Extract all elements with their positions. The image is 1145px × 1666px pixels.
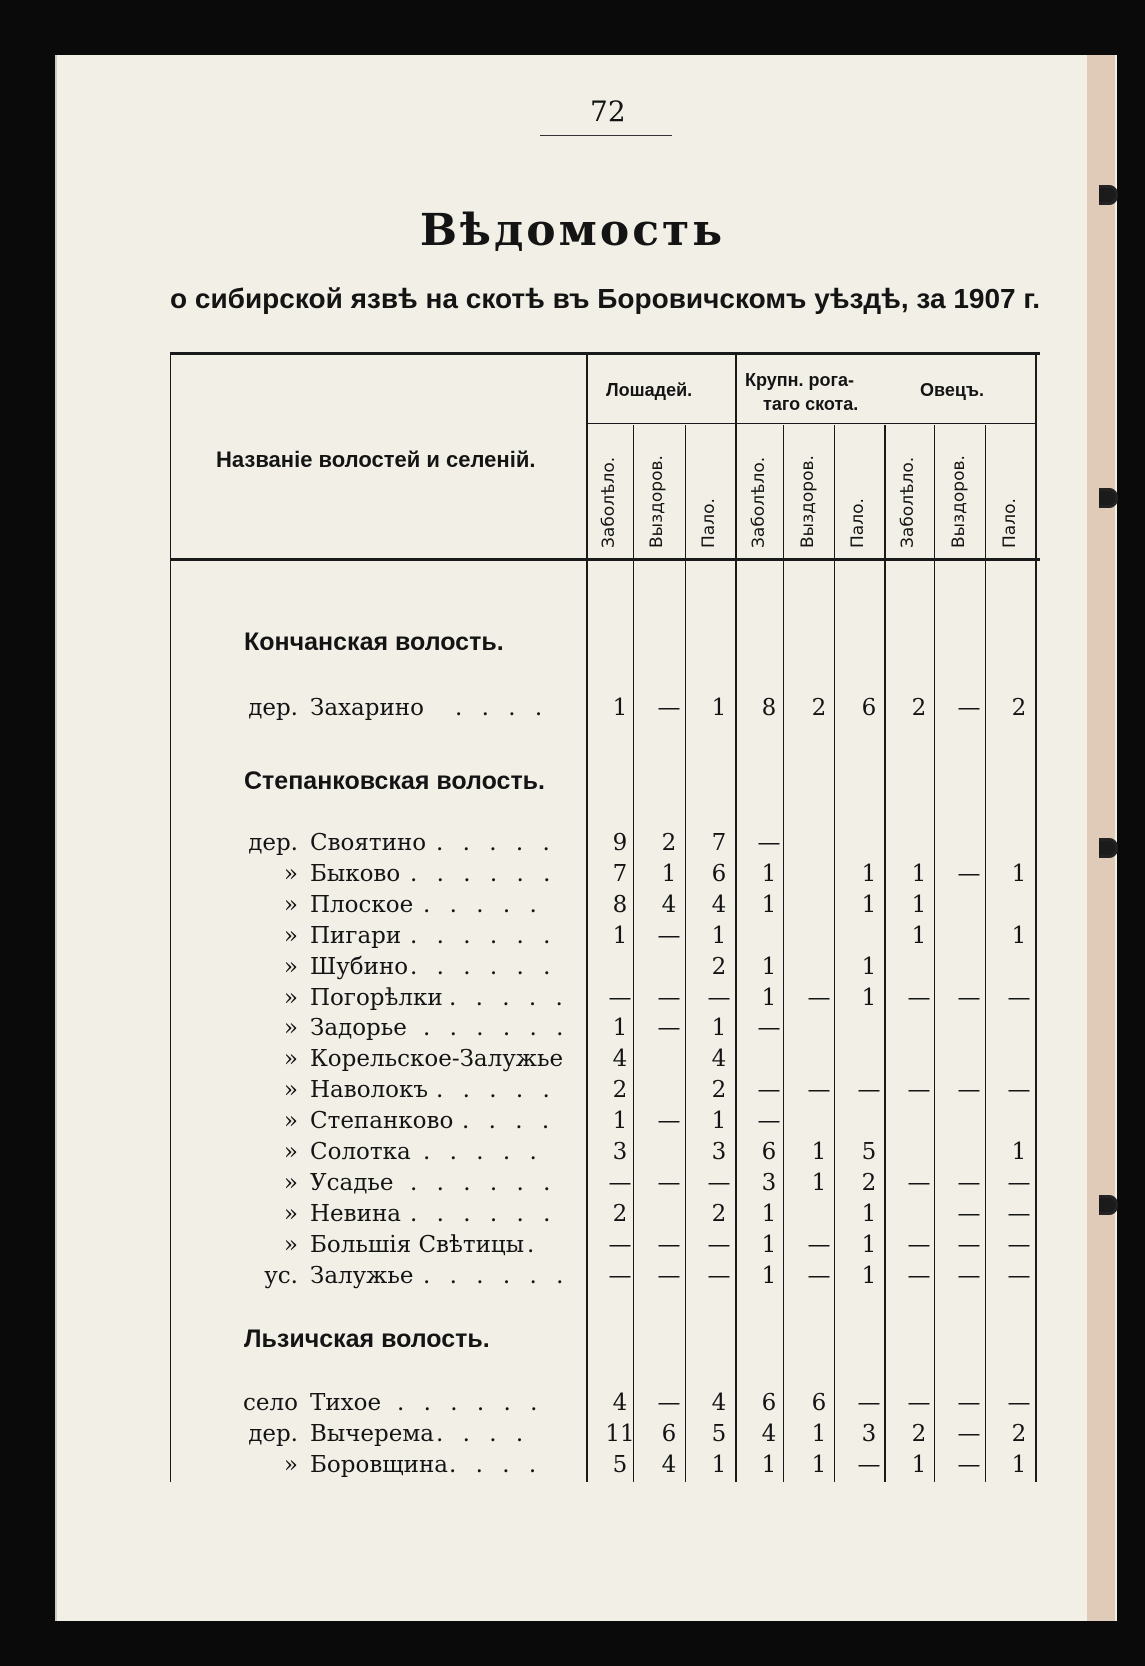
table-row [0,985,1145,1015]
table-cell: 1 [861,1262,877,1289]
table-cell: — [957,1421,981,1447]
table-cell: — [907,1231,931,1258]
row-prefix: » [283,953,298,980]
table-row [0,1452,1145,1482]
table-cell: 1 [612,1015,628,1042]
table-cell: — [608,1262,632,1289]
table-cell: — [807,1262,831,1289]
row-name: Плоское [310,891,414,918]
table-cell: — [657,1390,681,1416]
binding-ring-icon [1099,185,1118,205]
subheader-sick: Заболѣло. [749,456,769,548]
row-name: Невина [310,1200,401,1227]
table-cell: 1 [711,1452,727,1478]
table-cell: — [807,1231,831,1258]
table-cell: — [957,1169,981,1196]
row-dots: . . . . . [423,1139,543,1165]
table-cell: 3 [612,1139,628,1165]
row-dots: . . . . . . [410,922,557,949]
row-name: Быково [310,860,401,887]
row-prefix: » [283,922,298,949]
row-prefix: дер. [248,1421,298,1447]
row-dots: . . . . . [423,891,543,918]
table-cell: 1 [1011,922,1027,949]
table-cell: 1 [861,953,877,980]
table-cell: 2 [711,953,727,980]
table-cell: 2 [1011,1421,1027,1447]
table-cell: — [1007,1390,1031,1416]
row-dots: . . . . . . [397,1390,544,1416]
row-prefix: село [243,1390,298,1416]
table-cell: 1 [861,984,877,1011]
table-cell: — [608,1231,632,1258]
table-cell: 1 [711,1015,727,1042]
volost-title: Льзичская волость. [244,1325,490,1353]
page-number-rule [540,135,672,136]
table-cell: 4 [612,1390,628,1416]
table-cell: — [657,1262,681,1289]
row-dots: . . . . . . [410,1169,557,1196]
row-name: Вычерема [310,1421,434,1447]
table-cell: 4 [711,1046,727,1073]
table-cell: 1 [811,1421,827,1447]
table-cell: 1 [761,860,777,887]
table-cell: 5 [711,1421,727,1447]
subheader-died: Пало. [848,498,868,548]
table-cell: 3 [711,1139,727,1165]
table-cell: — [1007,1262,1031,1289]
table-cell: 11 [605,1421,635,1447]
table-cell: — [807,1077,831,1104]
row-name: Корельское-Залужье [310,1046,564,1073]
table-cell: 6 [811,1390,827,1416]
table-cell: — [657,1169,681,1196]
table-cell: 1 [811,1169,827,1196]
table-cell: 4 [612,1046,628,1073]
row-prefix: ус. [264,1262,298,1289]
table-row [0,1108,1145,1138]
table-cell: 1 [811,1139,827,1165]
table-cell: — [707,1262,731,1289]
table-cell: 2 [711,1200,727,1227]
table-cell: — [957,860,981,887]
table-cell: 1 [761,1452,777,1478]
row-dots: . . . . . . [410,860,557,887]
table-cell: 1 [761,953,777,980]
table-cell: 1 [1011,1452,1027,1478]
table-row [0,861,1145,891]
row-dots: . . . . [436,1421,530,1447]
table-cell: — [907,1262,931,1289]
table-cell: 1 [1011,860,1027,887]
row-dots: . . . . . . [423,1015,570,1042]
table-row [0,1046,1145,1076]
table-cell: — [957,1200,981,1227]
table-cell: 1 [861,1231,877,1258]
table-cell: 4 [711,1390,727,1416]
table-cell: — [907,1390,931,1416]
table-cell: — [1007,1231,1031,1258]
subheader-sick: Заболѣло. [898,456,918,548]
row-name: Усадье [310,1169,394,1196]
table-cell: 7 [612,860,628,887]
table-row [0,1170,1145,1200]
table-cell: 1 [711,922,727,949]
group-rule [586,423,1036,424]
table-cell: 2 [661,830,677,856]
subheader-recovered: Выздоров. [798,455,818,548]
table-cell: — [608,1169,632,1196]
table-cell: — [807,984,831,1011]
row-name: Залужье [310,1262,414,1289]
table-cell: 5 [861,1139,877,1165]
row-prefix: » [283,1169,298,1196]
page-number: 72 [590,95,626,128]
table-cell: 1 [612,922,628,949]
row-dots: . . . . . [436,1077,556,1104]
row-dots: . [527,1231,541,1258]
table-cell: 1 [861,891,877,918]
table-cell: 7 [711,830,727,856]
table-cell: — [657,1015,681,1042]
row-prefix: » [283,1046,298,1073]
table-row [0,1077,1145,1107]
row-dots: . . . . [462,1108,556,1135]
table-cell: 2 [861,1169,877,1196]
table-cell: 6 [761,1139,777,1165]
table-row [0,1421,1145,1451]
row-name: Тихое [310,1390,382,1416]
row-prefix: дер. [248,830,298,856]
document-title: Вѣдомость [419,205,726,256]
row-dots: . . . . . . [410,1200,557,1227]
document-subtitle: о сибирской язвѣ на скотѣ въ Боровичскомъ уѣздѣ, за 1907 г. [170,283,1041,314]
table-cell: — [957,1231,981,1258]
name-column-header: Названіе волостей и селеній. [216,447,536,472]
row-dots: . . . . . . [410,953,557,980]
table-cell: 9 [612,830,628,856]
table-cell: 1 [711,1108,727,1135]
table-cell: 1 [761,1262,777,1289]
table-cell: 4 [711,891,727,918]
table-row [0,1390,1145,1420]
table-cell: 1 [1011,1139,1027,1165]
sheep-header: Овецъ. [920,380,985,400]
table-cell: 1 [811,1452,827,1478]
table-row [0,923,1145,953]
row-name: Задорье [310,1015,407,1042]
row-prefix: » [283,1015,298,1042]
table-cell: 3 [861,1421,877,1447]
table-row [0,892,1145,922]
subheader-recovered: Выздоров. [647,455,667,548]
table-row [0,1263,1145,1293]
table-cell: 5 [612,1452,628,1478]
table-cell: 3 [761,1169,777,1196]
table-cell: — [1007,1200,1031,1227]
table-cell: 8 [612,891,628,918]
row-dots: . . . . . . [423,1262,570,1289]
table-cell: — [1007,984,1031,1011]
row-name: Шубино [310,953,409,980]
table-row [0,1015,1145,1045]
table-cell: 1 [761,891,777,918]
table-cell: — [1007,1077,1031,1104]
binding-ring-icon [1099,488,1118,508]
table-cell: — [657,1231,681,1258]
table-cell: 4 [761,1421,777,1447]
table-cell: — [1007,1169,1031,1196]
subheader-sick: Заболѣло. [599,456,619,548]
table-cell: 6 [711,860,727,887]
table-cell: 2 [612,1077,628,1104]
table-cell: 1 [911,891,927,918]
table-row [0,1232,1145,1262]
table-cell: 1 [761,984,777,1011]
table-cell: — [957,1390,981,1416]
table-cell: — [907,1169,931,1196]
table-cell: — [707,1231,731,1258]
table-cell: — [757,1077,781,1104]
table-header-rule [170,558,1040,561]
table-row [0,954,1145,984]
row-prefix: » [283,984,298,1011]
row-prefix: » [283,1108,298,1135]
volost-title: Кончанская волость. [244,628,504,656]
row-prefix: » [283,1200,298,1227]
table-cell: 2 [711,1077,727,1104]
row-prefix: » [283,860,298,887]
row-name: Погорѣлки [310,984,443,1011]
table-cell: 1 [911,1452,927,1478]
row-prefix: дер. [248,695,298,721]
volost-title: Степанковская волость. [244,767,546,795]
table-cell: — [757,830,781,856]
table-row [0,695,1145,725]
table-cell: 1 [612,695,628,721]
row-prefix: » [283,1139,298,1165]
table-cell: — [857,1077,881,1104]
table-cell: 2 [811,695,827,721]
table-cell: — [957,1077,981,1104]
table-cell: 1 [661,860,677,887]
row-name: Захарино [310,695,424,721]
table-cell: 8 [761,695,777,721]
row-name: Степанково [310,1108,454,1135]
table-cell: 1 [911,922,927,949]
table-cell: 1 [761,1200,777,1227]
row-name: Пигари [310,922,402,949]
row-dots: . . . . [455,695,549,721]
table-cell: — [957,984,981,1011]
table-cell: 6 [661,1421,677,1447]
subheader-recovered: Выздоров. [949,455,969,548]
table-cell: — [907,1077,931,1104]
table-cell: 1 [911,860,927,887]
row-name: Наволокъ [310,1077,429,1104]
row-dots: . . . . [449,1452,543,1478]
table-cell: 1 [861,860,877,887]
table-cell: 2 [612,1200,628,1227]
row-prefix: » [283,1452,298,1478]
row-name: Большія Свѣтицы [310,1231,525,1258]
cattle-header-line2: таго скота. [763,394,859,414]
table-cell: 2 [1011,695,1027,721]
table-cell: — [757,1015,781,1042]
cattle-header-line1: Крупн. рога- [745,370,854,390]
table-cell: — [707,984,731,1011]
row-prefix: » [283,891,298,918]
table-cell: 6 [861,695,877,721]
row-prefix: » [283,1077,298,1104]
subheader-died: Пало. [1000,498,1020,548]
table-cell: — [957,1262,981,1289]
table-cell: — [657,1108,681,1135]
table-cell: 1 [612,1108,628,1135]
table-cell: — [608,984,632,1011]
table-cell: — [857,1390,881,1416]
table-cell: 1 [711,695,727,721]
subheader-died: Пало. [699,498,719,548]
row-name: Своятино [310,830,427,856]
table-cell: — [657,695,681,721]
table-row [0,1201,1145,1231]
table-row [0,830,1145,860]
row-prefix: » [283,1231,298,1258]
table-cell: — [957,695,981,721]
table-cell: 2 [911,1421,927,1447]
table-cell: — [657,984,681,1011]
table-cell: 2 [911,695,927,721]
table-cell: 4 [661,891,677,918]
table-cell: — [657,922,681,949]
row-dots: . . . . . [449,984,569,1011]
row-name: Боровщина [310,1452,449,1478]
table-cell: — [907,984,931,1011]
table-row [0,1139,1145,1169]
table-cell: 1 [861,1200,877,1227]
horses-header: Лошадей. [606,380,693,400]
table-top-rule [170,352,1040,355]
table-cell: 4 [661,1452,677,1478]
table-cell: — [957,1452,981,1478]
table-cell: — [757,1108,781,1135]
table-cell: 1 [761,1231,777,1258]
table-cell: — [857,1452,881,1478]
row-dots: . . . . . [436,830,556,856]
table-cell: — [707,1169,731,1196]
table-cell: 6 [761,1390,777,1416]
row-name: Солотка [310,1139,411,1165]
